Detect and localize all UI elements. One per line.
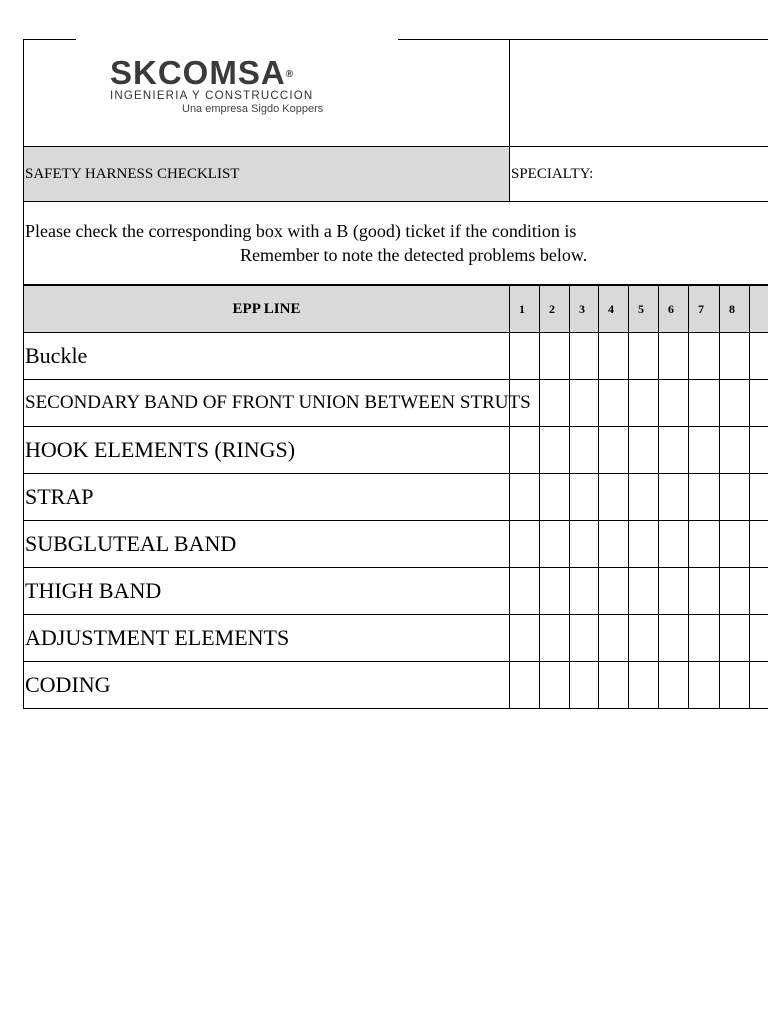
- item-label-text: ADJUSTMENT ELEMENTS: [25, 625, 290, 650]
- check-box[interactable]: [629, 662, 659, 709]
- instructions-cell: [24, 202, 768, 286]
- check-box[interactable]: [599, 662, 629, 709]
- item-label: [24, 333, 510, 380]
- check-box[interactable]: [540, 568, 570, 615]
- table-row: [24, 380, 768, 427]
- check-box[interactable]: [750, 568, 768, 615]
- check-box[interactable]: [540, 333, 570, 380]
- check-box[interactable]: [540, 474, 570, 521]
- check-box[interactable]: [599, 568, 629, 615]
- check-box[interactable]: [629, 568, 659, 615]
- check-box[interactable]: [720, 662, 750, 709]
- check-box[interactable]: [720, 380, 750, 427]
- check-box[interactable]: [750, 474, 768, 521]
- instruction-line-1: Please check the corresponding box with a B (good) ticket if the condition is: [25, 221, 577, 241]
- item-label: [24, 521, 510, 568]
- check-box[interactable]: [659, 333, 689, 380]
- item-label: [24, 568, 510, 615]
- form-title: SAFETY HARNESS CHECKLIST: [25, 165, 240, 182]
- check-box[interactable]: [510, 521, 540, 568]
- column-header: 5: [629, 285, 659, 333]
- column-header: 4: [599, 285, 629, 333]
- item-label-text: STRAP: [25, 484, 94, 509]
- item-label: [24, 380, 531, 427]
- check-box[interactable]: [629, 615, 659, 662]
- item-label-text: Buckle: [25, 343, 88, 368]
- table-row: [24, 662, 768, 709]
- column-header-epp-line: EPP LINE: [24, 285, 510, 333]
- item-label-text: SECONDARY BAND OF FRONT UNION BETWEEN STRUTS: [25, 392, 531, 413]
- check-box[interactable]: [540, 380, 570, 427]
- check-box[interactable]: [629, 474, 659, 521]
- specialty-label: SPECIALTY:: [511, 165, 594, 182]
- check-box[interactable]: [510, 568, 540, 615]
- check-box[interactable]: [599, 474, 629, 521]
- check-box[interactable]: [540, 662, 570, 709]
- check-box[interactable]: [510, 333, 540, 380]
- check-box[interactable]: [510, 474, 540, 521]
- check-box[interactable]: [689, 662, 720, 709]
- check-box[interactable]: [689, 380, 720, 427]
- check-box[interactable]: [689, 568, 720, 615]
- check-box[interactable]: [570, 521, 599, 568]
- check-box[interactable]: [570, 427, 599, 474]
- table-row: [24, 427, 768, 474]
- check-box[interactable]: [599, 521, 629, 568]
- specialty-cell[interactable]: [510, 147, 768, 202]
- instruction-line-2: Remember to note the detected problems below.: [240, 245, 588, 265]
- check-box[interactable]: [750, 662, 768, 709]
- check-box[interactable]: [750, 427, 768, 474]
- column-header: 8: [720, 285, 750, 333]
- checklist-sheet: [23, 39, 768, 709]
- check-box[interactable]: [689, 521, 720, 568]
- form-title-cell: [24, 147, 510, 202]
- item-label: [24, 474, 510, 521]
- item-label: [24, 427, 510, 474]
- item-label-text: SUBGLUTEAL BAND: [25, 531, 237, 556]
- check-box[interactable]: [750, 333, 768, 380]
- check-box[interactable]: [540, 521, 570, 568]
- check-box[interactable]: [570, 568, 599, 615]
- check-box[interactable]: [750, 521, 768, 568]
- column-header: 6: [659, 285, 689, 333]
- check-box[interactable]: [659, 474, 689, 521]
- column-header: 2: [540, 285, 570, 333]
- check-box[interactable]: [629, 380, 659, 427]
- check-box[interactable]: [750, 380, 768, 427]
- check-box[interactable]: [629, 521, 659, 568]
- check-box[interactable]: [599, 333, 629, 380]
- logo-reg-mark: ®: [285, 69, 295, 80]
- check-box[interactable]: [659, 568, 689, 615]
- logo-subtagline: Una empresa Sigdo Koppers: [182, 103, 324, 115]
- check-box[interactable]: [570, 380, 599, 427]
- check-box[interactable]: [599, 380, 629, 427]
- item-label-text: THIGH BAND: [25, 578, 162, 603]
- logo-brand: SKCOMSA: [110, 54, 286, 91]
- item-label: [24, 615, 510, 662]
- check-box[interactable]: [720, 521, 750, 568]
- check-box[interactable]: [689, 333, 720, 380]
- item-label: [24, 662, 510, 709]
- check-box[interactable]: [659, 380, 689, 427]
- table-row: [24, 521, 768, 568]
- check-box[interactable]: [570, 615, 599, 662]
- check-box[interactable]: [689, 615, 720, 662]
- table-row: [24, 333, 768, 380]
- check-box[interactable]: [689, 427, 720, 474]
- column-header: [750, 285, 768, 333]
- table-row: [24, 568, 768, 615]
- table-header-row: [24, 285, 768, 333]
- check-box[interactable]: [750, 615, 768, 662]
- header-blank-cell: [510, 40, 768, 147]
- check-box[interactable]: [629, 333, 659, 380]
- check-box[interactable]: [570, 474, 599, 521]
- check-box[interactable]: [720, 333, 750, 380]
- check-box[interactable]: [540, 615, 570, 662]
- check-box[interactable]: [629, 427, 659, 474]
- check-box[interactable]: [720, 474, 750, 521]
- check-box[interactable]: [720, 615, 750, 662]
- logo-cell: [24, 40, 510, 147]
- check-box[interactable]: [659, 662, 689, 709]
- logo-tagline: INGENIERIA Y CONSTRUCCION: [110, 90, 314, 102]
- column-header: 7: [689, 285, 720, 333]
- check-box[interactable]: [720, 427, 750, 474]
- check-box[interactable]: [510, 662, 540, 709]
- check-box[interactable]: [510, 615, 540, 662]
- company-logo: [110, 56, 323, 115]
- table-row: [24, 474, 768, 521]
- check-box[interactable]: [659, 427, 689, 474]
- table-row: [24, 615, 768, 662]
- column-header: 1: [510, 285, 540, 333]
- check-box[interactable]: [599, 615, 629, 662]
- check-box[interactable]: [540, 427, 570, 474]
- check-box[interactable]: [510, 427, 540, 474]
- check-box[interactable]: [720, 568, 750, 615]
- check-box[interactable]: [659, 615, 689, 662]
- check-box[interactable]: [570, 333, 599, 380]
- item-label-text: HOOK ELEMENTS (RINGS): [25, 437, 296, 462]
- check-box[interactable]: [659, 521, 689, 568]
- column-header: 3: [570, 285, 599, 333]
- check-box[interactable]: [689, 474, 720, 521]
- check-box[interactable]: [570, 662, 599, 709]
- item-label-text: CODING: [25, 672, 111, 697]
- check-box[interactable]: [599, 427, 629, 474]
